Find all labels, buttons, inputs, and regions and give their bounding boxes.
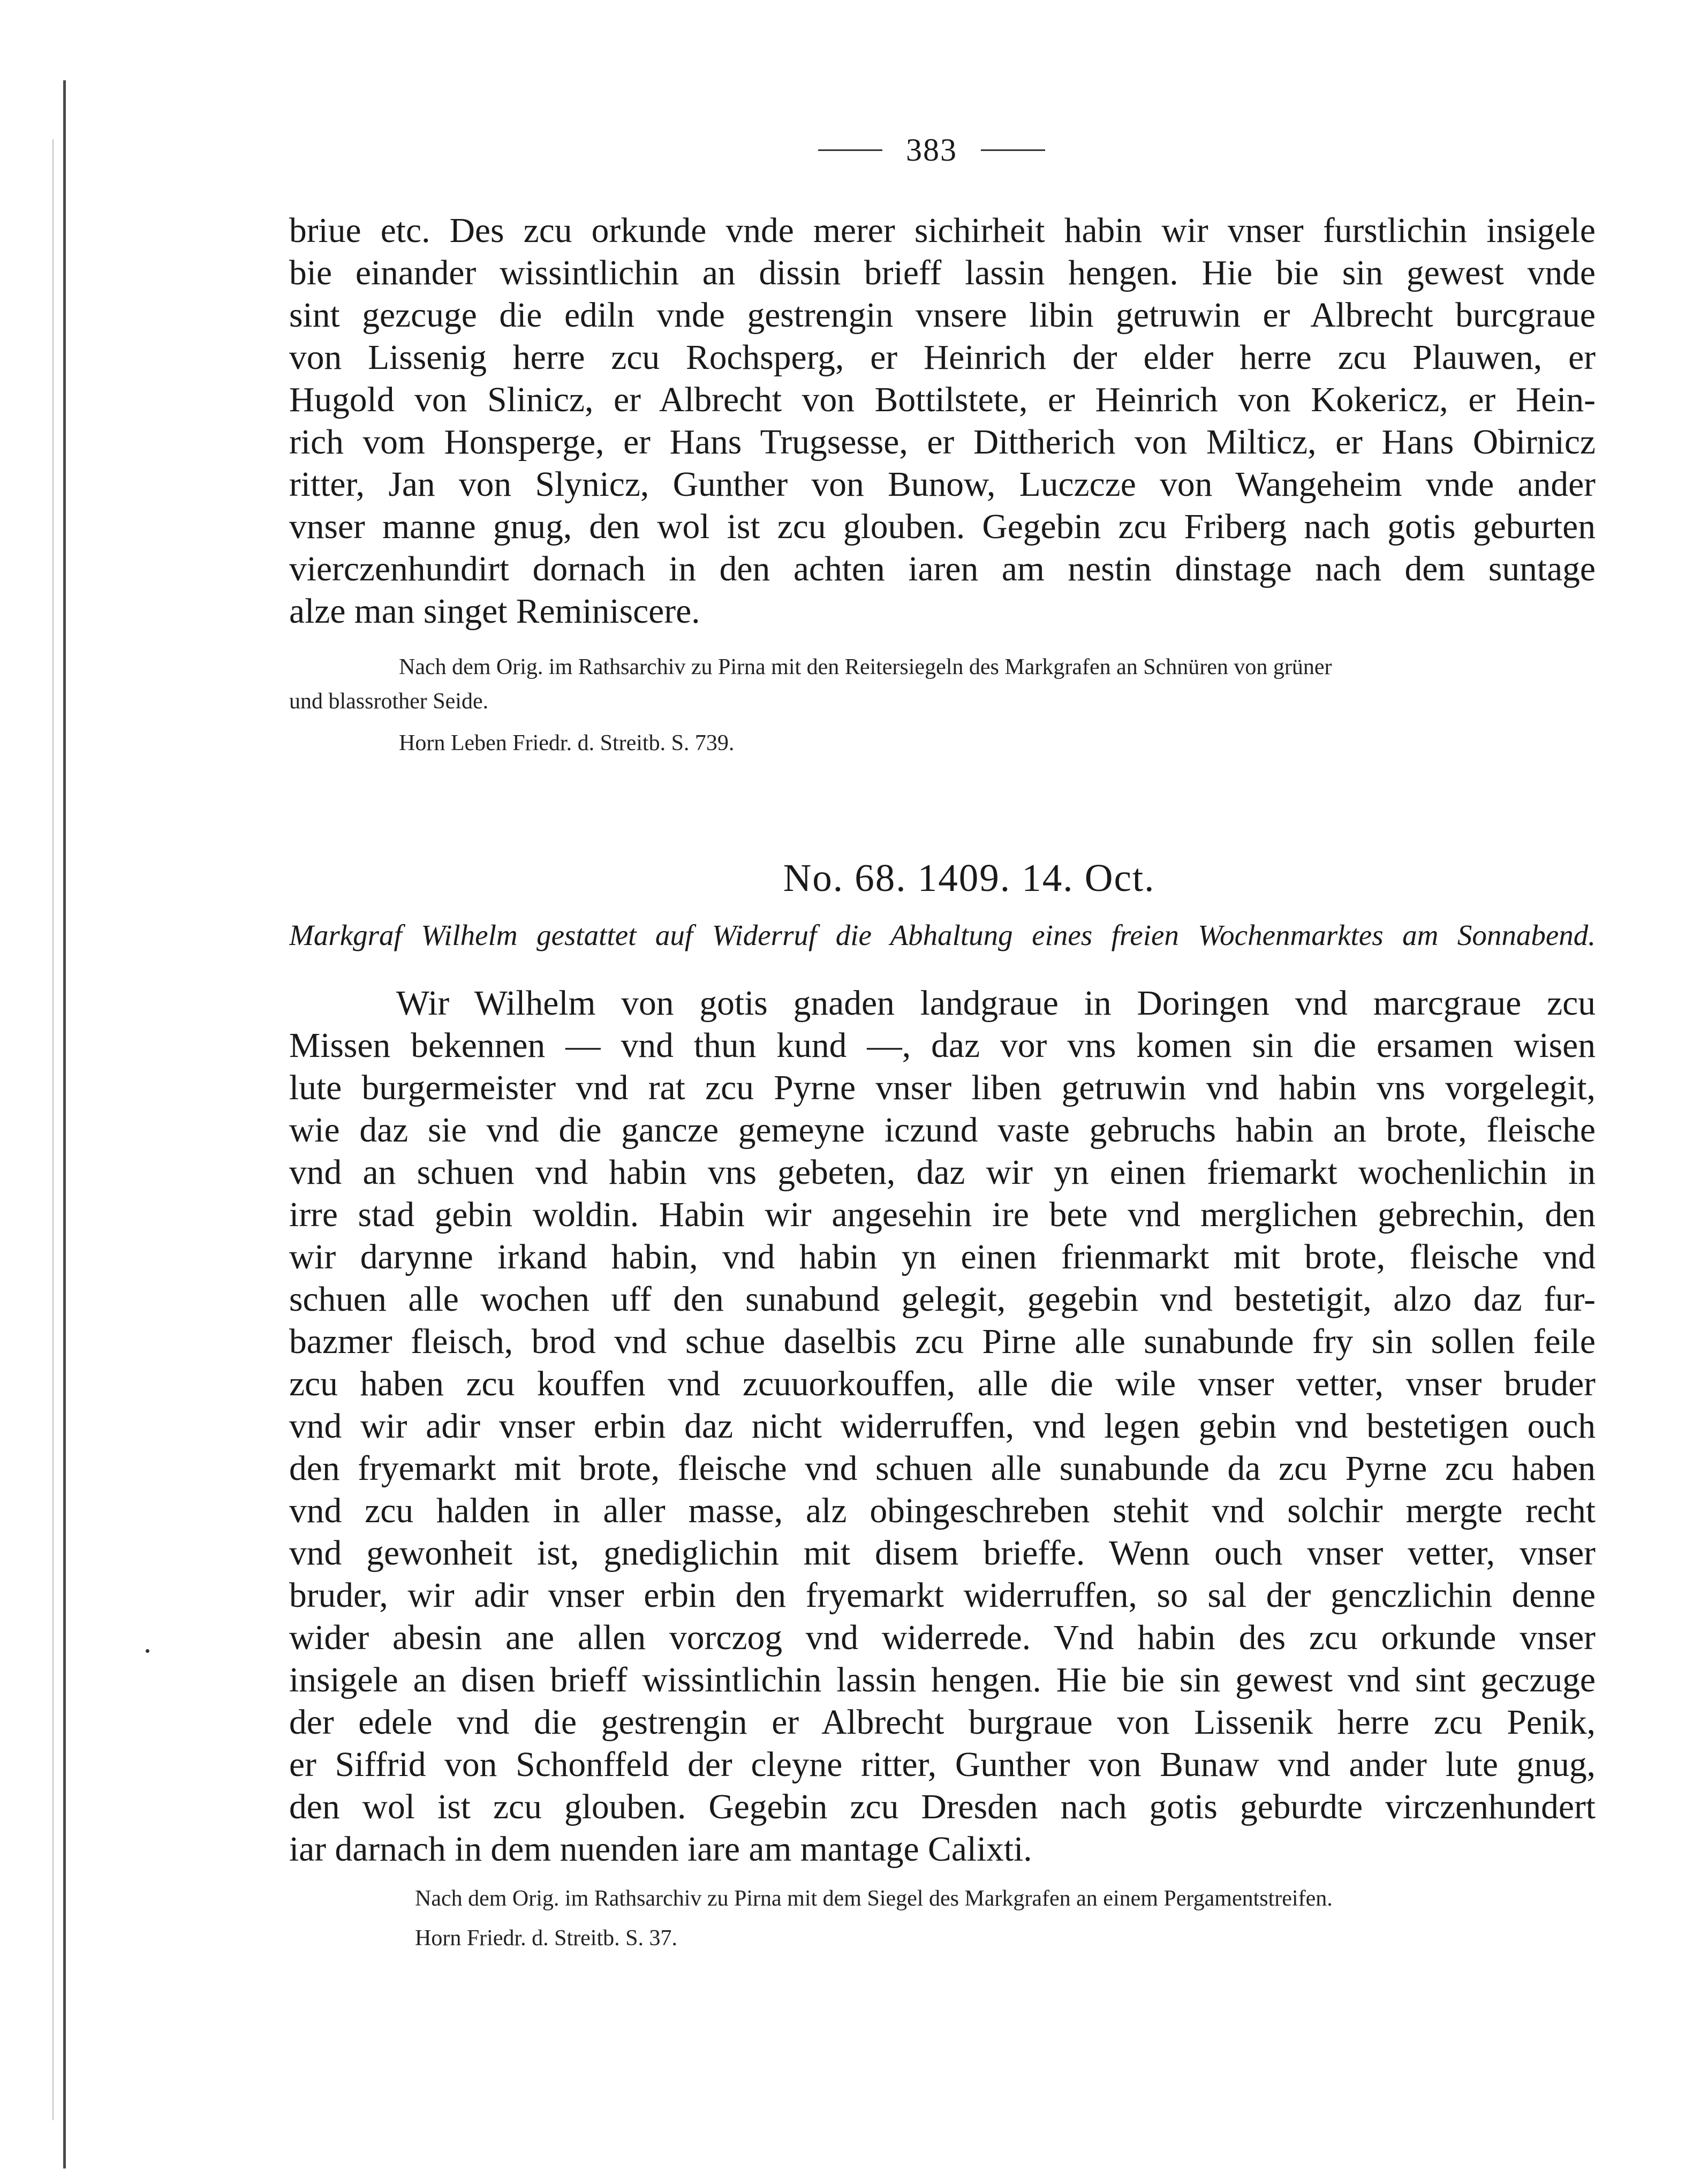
reference-note: Horn Friedr. d. Streitb. S. 37. <box>415 1926 677 1951</box>
text-line: bazmer fleisch, brod vnd schue daselbis zcu Pirne alle sunabunde fry sin sollen feile <box>289 1323 1596 1361</box>
source-note: Nach dem Orig. im Rathsarchiv zu Pirna mit dem Siegel des Markgrafen an einem Pergamentstreifen. <box>415 1886 1333 1911</box>
text-line: vnd gewonheit ist, gnediglichin mit disem brieffe. Wenn ouch vnser vetter, vnser <box>289 1534 1596 1573</box>
text-line: irre stad gebin woldin. Habin wir angesehin ire bete vnd merglichen gebrechin, den <box>289 1196 1596 1234</box>
text-line: insigele an disen brieff wissintlichin lassin hengen. Hie bie sin gewest vnd sint geczuge <box>289 1661 1596 1699</box>
text-line: ritter, Jan von Slynicz, Gunther von Bunow, Luczcze von Wangeheim vnde ander <box>289 465 1596 504</box>
text-line: Wir Wilhelm von gotis gnaden landgraue in Doringen vnd marcgraue zcu <box>396 984 1596 1023</box>
text-line: briue etc. Des zcu orkunde vnde merer sichirheit habin wir vnser furstlichin insigele <box>289 211 1596 250</box>
header-rule-right <box>981 149 1045 151</box>
text-line: vnser manne gnug, den wol ist zcu glouben. Gegebin zcu Friberg nach gotis geburten <box>289 508 1596 546</box>
header-rule-left <box>818 149 882 151</box>
reference-note: Horn Leben Friedr. d. Streitb. S. 739. <box>399 731 735 755</box>
page-header <box>792 129 1071 171</box>
text-line: vnd zcu halden in aller masse, alz obingeschreben stehit vnd solchir mergte recht <box>289 1492 1596 1530</box>
text-line: zcu haben zcu kouffen vnd zcuuorkouffen, alle die wile vnser vetter, vnser bruder <box>289 1365 1596 1403</box>
text-line: den fryemarkt mit brote, fleische vnd schuen alle sunabunde da zcu Pyrne zcu haben <box>289 1449 1596 1488</box>
document-heading: No. 68. 1409. 14. Oct. <box>783 856 1155 900</box>
text-line: bruder, wir adir vnser erbin den fryemarkt widerruffen, so sal der genczlichin denne <box>289 1576 1596 1615</box>
ink-speck <box>146 1649 149 1653</box>
text-line: lute burgermeister vnd rat zcu Pyrne vnser liben getruwin vnd habin vns vorgelegit, <box>289 1069 1596 1107</box>
text-line: alze man singet Reminiscere. <box>289 592 700 631</box>
text-line: wie daz sie vnd die gancze gemeyne iczund vaste gebruchs habin an brote, fleische <box>289 1111 1596 1150</box>
binding-shadow <box>52 139 54 2120</box>
binding-edge <box>63 80 66 2168</box>
page-number: 383 <box>906 132 957 168</box>
text-line: rich vom Honsperge, er Hans Trugsesse, er Dittherich von Milticz, er Hans Obirnicz <box>289 423 1596 462</box>
text-line: sint gezcuge die ediln vnde gestrengin vnsere libin getruwin er Albrecht burcgraue <box>289 296 1596 335</box>
text-line: wir darynne irkand habin, vnd habin yn einen frienmarkt mit brote, fleische vnd <box>289 1238 1596 1276</box>
continuation-text <box>289 210 1596 633</box>
text-line: vnd an schuen vnd habin vns gebeten, daz wir yn einen friemarkt wochenlichin in <box>289 1153 1596 1192</box>
document-summary: Markgraf Wilhelm gestattet auf Widerruf die Abhaltung eines freien Wochenmarktes am Sonnabend. <box>289 919 1596 951</box>
document-text <box>289 983 1596 1871</box>
text-line: der edele vnd die gestrengin er Albrecht burgraue von Lissenik herre zcu Penik, <box>289 1703 1596 1742</box>
text-line: schuen alle wochen uff den sunabund gelegit, gegebin vnd bestetigit, alzo daz fur- <box>289 1280 1596 1319</box>
text-line: vnd wir adir vnser erbin daz nicht widerruffen, vnd legen gebin vnd bestetigen ouch <box>289 1407 1596 1446</box>
source-note: Nach dem Orig. im Rathsarchiv zu Pirna mit den Reitersiegeln des Markgrafen an Schnüren von grüner <box>399 655 1332 679</box>
text-line: den wol ist zcu glouben. Gegebin zcu Dresden nach gotis geburdte virczenhundert <box>289 1788 1596 1826</box>
text-line: vierczenhundirt dornach in den achten iaren am nestin dinstage nach dem suntage <box>289 550 1596 588</box>
source-note: und blassrother Seide. <box>289 689 489 714</box>
text-line: bie einander wissintlichin an dissin brieff lassin hengen. Hie bie sin gewest vnde <box>289 254 1596 292</box>
text-line: er Siffrid von Schonffeld der cleyne ritter, Gunther von Bunaw vnd ander lute gnug, <box>289 1745 1596 1784</box>
text-line: wider abesin ane allen vorczog vnd widerrede. Vnd habin des zcu orkunde vnser <box>289 1619 1596 1657</box>
text-line: Missen bekennen — vnd thun kund —, daz vor vns komen sin die ersamen wisen <box>289 1026 1596 1065</box>
text-line: von Lissenig herre zcu Rochsperg, er Heinrich der elder herre zcu Plauwen, er <box>289 338 1596 377</box>
text-line: iar darnach in dem nuenden iare am mantage Calixti. <box>289 1830 1032 1869</box>
text-line: Hugold von Slinicz, er Albrecht von Bottilstete, er Heinrich von Kokericz, er Hein- <box>289 381 1596 419</box>
